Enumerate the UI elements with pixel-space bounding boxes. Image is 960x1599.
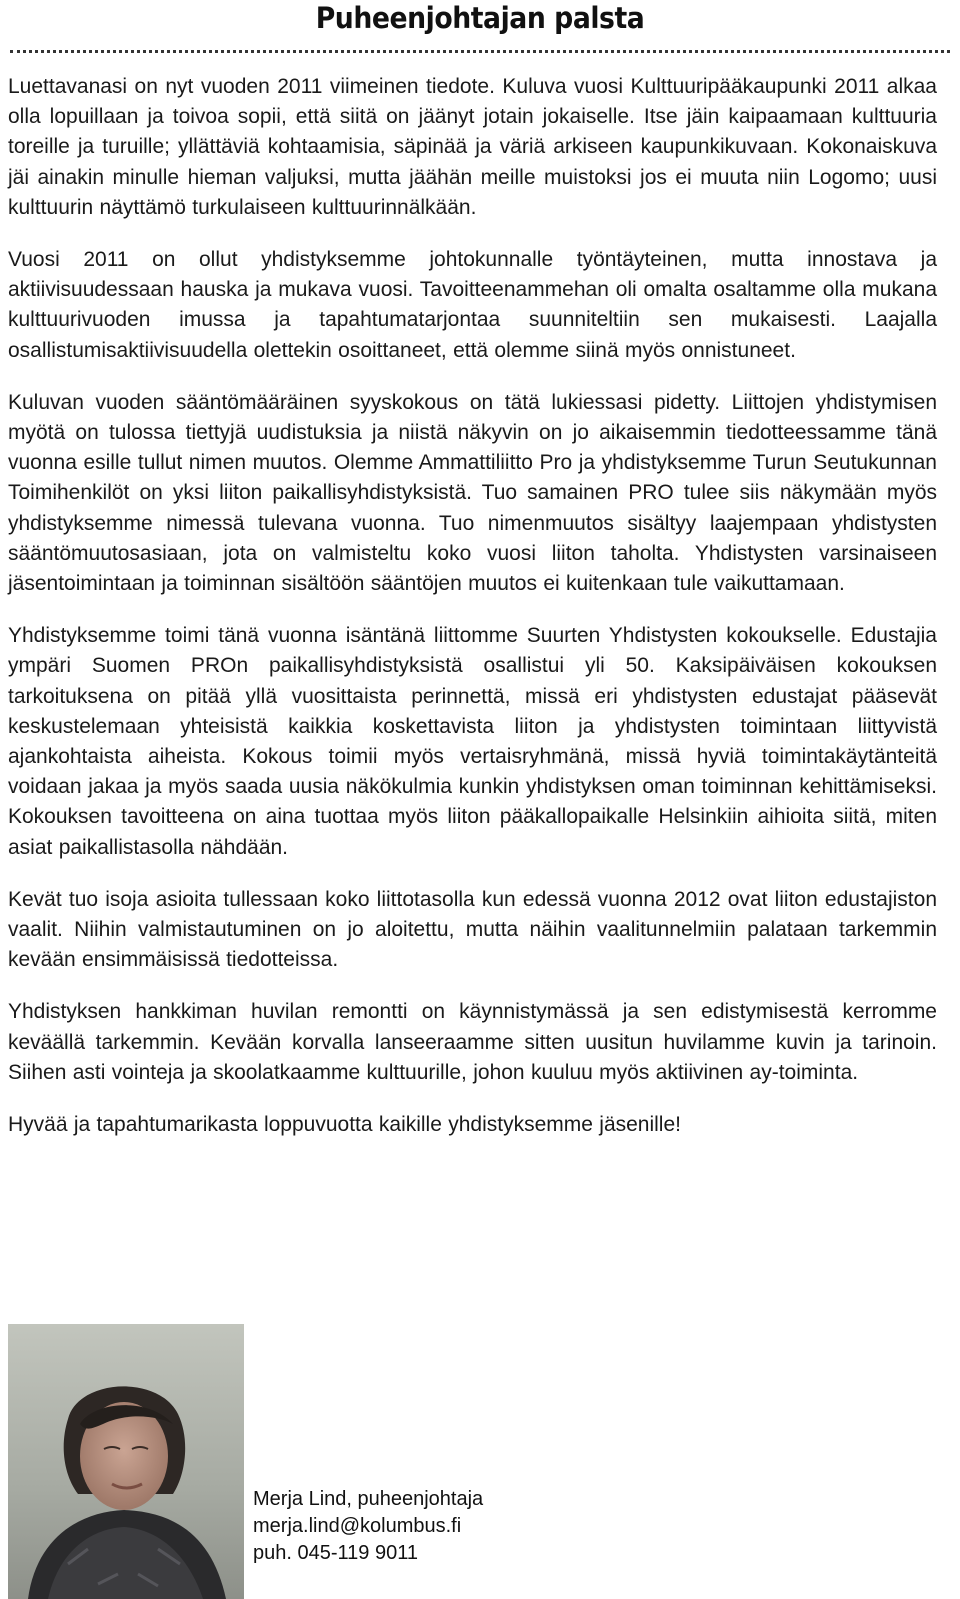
author-phone: puh. 045-119 9011 [253,1542,418,1564]
page-title: Puheenjohtajan palsta [315,1,645,35]
author-photo [8,1324,244,1599]
paragraph-6: Yhdistyksen hankkiman huvilan remontti on käynnistymässä ja sen edistymisestä kerromme keväällä tarkemmin. Kevään korvalla lanseeraamme sitten uusitun huvilamme kuvin ja tarinoin. Siihen asti vointeja ja skoolatkaamme kulttuurille, johon kuuluu myös aktiivinen ay-toiminta. [8,1000,937,1084]
paragraph-1: Luettavanasi on nyt vuoden 2011 viimeinen tiedote. Kuluva vuosi Kulttuuripääkaupunki 2011 alkaa olla lopuillaan ja toivoa sopii, että siitä on jäänyt jotain jokaiselle. Itse jäin kaipaamaan kulttuuria toreille ja turuille; yllättäviä kohtaamisia, säpinää ja väriä arkiseen kaupunkikuvaan. Kokonaiskuva jäi ainakin minulle hieman valjuksi, mutta jäähän meille muistoksi jos ei muuta niin Logomo; uusi kulttuurin näyttämö turkulaiseen kulttuurinnälkään. [8,75,937,219]
dotted-divider [10,50,950,53]
portrait-image [8,1324,244,1599]
author-name: Merja Lind, puheenjohtaja [253,1488,484,1510]
paragraph-4: Yhdistyksemme toimi tänä vuonna isäntänä liittomme Suurten Yhdistysten kokoukselle. Edustajia ympäri Suomen PROn paikallisyhdistyksistä osallistui yli 50. Kaksipäiväisen kokouksen tarkoituksena on pitää yllä vuosittaista perinnettä, missä eri yhdistysten edustajat pääsevät keskustelemaan yhteisistä kaikkia koskettavista liiton ja yhdistysten toimintaan liittyvistä ajankohtaista aiheista. Kokous toimii myös vertaisryhmänä, missä hyviä toimintakäytänteitä voidaan jakaa ja myös saada uusia näkökulmia kunkin yhdistyksen oman toiminnan kehittämiseksi. Kokouksen tavoitteena on aina tuottaa myös liiton pääkallopaikalle Helsinkiin aihioita siitä, miten asiat paikallistasolla nähdään. [8,624,937,859]
author-email: merja.lind@kolumbus.fi [253,1515,462,1537]
paragraph-7: Hyvää ja tapahtumarikasta loppuvuotta kaikille yhdistyksemme jäsenille! [8,1113,681,1137]
article-body [8,72,937,1162]
paragraph-3: Kuluvan vuoden sääntömääräinen syyskokous on tätä lukiessasi pidetty. Liittojen yhdistymisen myötä on tulossa tiettyjä uudistuksia ja niistä näkyvin on jo aikaisemmin tiedotteessamme tänä vuonna esille tullut nimen muutos. Olemme Ammattiliitto Pro ja yhdistyksemme Turun Seutukunnan Toimihenkilöt on yksi liiton paikallisyhdistyksistä. Tuo samainen PRO tulee siis näkymään myös yhdistyksemme nimessä tulevana vuonna. Tuo nimenmuutos sisältyy laajempaan yhdistysten sääntömuutosasiaan, jota on valmisteltu koko vuosi liiton taholta. Yhdistysten varsinaiseen jäsentoimintaan ja toiminnan sisältöön sääntöjen muutos ei kuitenkaan tule vaikuttamaan. [8,390,937,596]
paragraph-5: Kevät tuo isoja asioita tullessaan koko liittotasolla kun edessä vuonna 2012 ovat liiton edustajiston vaalit. Niihin valmistautuminen on jo aloitettu, mutta näihin vaalitunnelmiin palataan tarkemmin kevään ensimmäisissä tiedotteissa. [8,887,937,972]
paragraph-2: Vuosi 2011 on ollut yhdistyksemme johtokunnalle työntäyteinen, mutta innostava ja aktiivisuudessaan hauska ja mukava vuosi. Tavoitteenammehan oli omalta osaltamme olla mukana kulttuurivuoden imussa ja tapahtumatarjontaa suunniteltiin sen mukaisesti. Laajalla osallistumisaktiivisuudella olettekin osoittaneet, että olemme siinä myös onnistuneet. [8,248,937,362]
author-signature [253,1486,483,1567]
